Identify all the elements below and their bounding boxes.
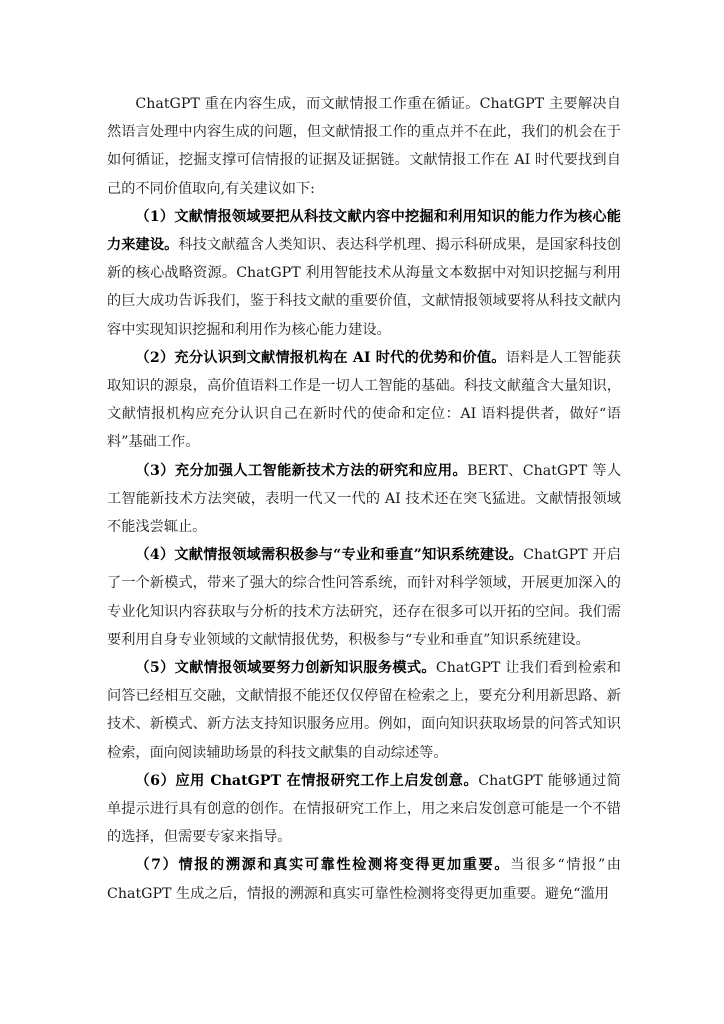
- recommendation-3-body: BERT、ChatGPT 等人工智能新技术方法突破，表明一代又一代的 AI 技术还在突飞猛进。文献情报领域不能浅尝辄止。: [107, 462, 622, 536]
- recommendation-6-heading: （6）应用 ChatGPT 在情报研究工作上启发创意。: [135, 772, 479, 789]
- recommendation-7-heading: （7）情报的溯源和真实可靠性检测将变得更加重要。: [135, 857, 511, 874]
- recommendation-5: [107, 654, 621, 767]
- recommendation-6: [107, 767, 621, 852]
- intro-paragraph: [107, 90, 621, 203]
- recommendation-3-heading: （3）充分加强人工智能新技术方法的研究和应用。: [135, 462, 468, 479]
- recommendation-5-body: ChatGPT 让我们看到检索和问答已经相互交融，文献情报不能还仅仅停留在检索之上，要充分利用新思路、新技术、新模式、新方法支持知识服务应用。例如，面向知识获取场景的问答式知识检索，面向阅读辅助场景的科技文献集的自动综述等。: [107, 660, 621, 761]
- recommendation-2-body: 语料是人工智能获取知识的源泉，高价值语料工作是一切人工智能的基础。科技文献蕴含大量知识，文献情报机构应充分认识自己在新时代的使命和定位：AI 语料提供者，做好“语料”基础工作。: [107, 349, 621, 451]
- recommendation-5-heading: （5）文献情报领域要努力创新知识服务模式。: [135, 660, 436, 677]
- recommendation-4-body: ChatGPT 开启了一个新模式，带来了强大的综合性问答系统，而针对科学领域，开展更加深入的专业化知识内容获取与分析的技术方法研究，还存在很多可以开拓的空间。我们需要利用自身专业领域的文献情报优势，积极参与“专业和垂直”知识系统建设。: [107, 547, 621, 648]
- recommendation-2: [107, 344, 621, 457]
- recommendation-3: [107, 457, 621, 542]
- recommendation-6-body: ChatGPT 能够通过简单提示进行具有创意的创作。在情报研究工作上，用之来启发创意可能是一个不错的选择，但需要专家来指导。: [107, 772, 621, 846]
- recommendation-4-heading: （4）文献情报领域需积极参与“专业和垂直”知识系统建设。: [135, 547, 524, 564]
- document-page: [107, 90, 621, 908]
- recommendation-7: [107, 851, 621, 907]
- recommendation-1: [107, 203, 621, 344]
- intro-text: ChatGPT 重在内容生成，而文献情报工作重在循证。ChatGPT 主要解决自然语言处理中内容生成的问题，但文献情报工作的重点并不在此，我们的机会在于如何循证，挖掘支撑可信情报的证据及证据链。文献情报工作在 AI 时代要找到自己的不同价值取向,有关建议如下:: [107, 96, 621, 197]
- recommendation-4: [107, 541, 621, 654]
- recommendation-7-body: 当很多“情报”由 ChatGPT 生成之后，情报的溯源和真实可靠性检测将变得更加重要。避免“滥用: [107, 857, 621, 902]
- recommendation-2-heading: （2）充分认识到文献情报机构在 AI 时代的优势和价值。: [135, 349, 506, 366]
- recommendation-1-body: 科技文献蕴含人类知识、表达科学机理、揭示科研成果，是国家科技创新的核心战略资源。ChatGPT 利用智能技术从海量文本数据中对知识挖掘与利用的巨大成功告诉我们，鉴于科技文献的重要价值，文献情报领域要将从科技文献内容中实现知识挖掘和利用作为核心能力建设。: [107, 237, 621, 338]
- recommendation-1-heading: （1）文献情报领域要把从科技文献内容中挖掘和利用知识的能力作为核心能力来建设。: [107, 208, 621, 254]
